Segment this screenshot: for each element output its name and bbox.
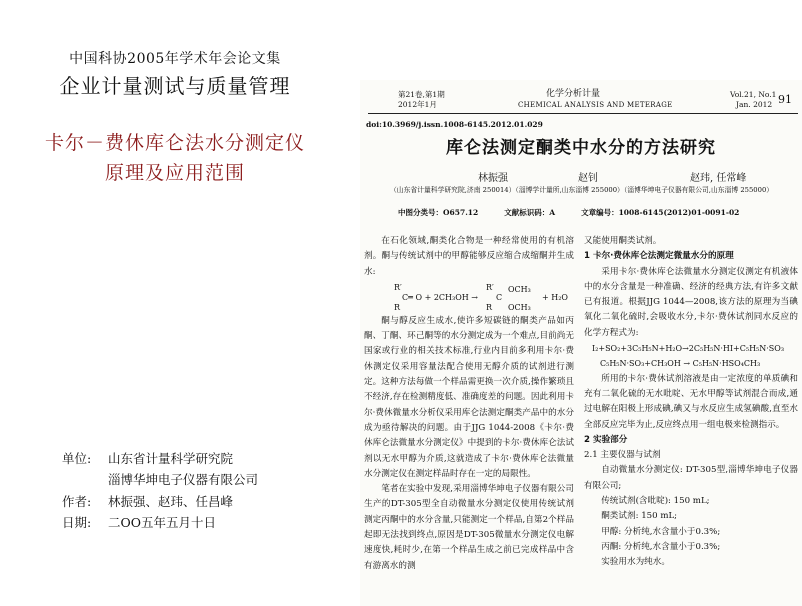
header-volume: 第21卷,第1期 [398,90,445,99]
conference-name: 中国科协2005年学术年会论文集 [69,51,281,67]
date: 二OO五年五月十日 [108,515,216,530]
page-number: 91 [778,93,792,106]
slide-cover-panel [0,0,350,606]
header-date: 2012年1月 [398,100,437,109]
class-number: 中图分类号：O657.12 [398,208,479,217]
chem-r: R [394,302,401,312]
left-paragraph-1: 在石化领域,酮类化合物是一种经常使用的有机溶剂。酮与传统试剂中的甲醇能够反应缩合成缩酮并生成水: [364,236,574,277]
unit-row-2 [62,470,258,488]
paper-author-3: 赵玮, 任常峰 [690,173,747,184]
reagent-item-1: 自动微量水分测定仪: DT-305型,淄博华坤电子仪器有限公司; [584,465,798,491]
header-volume-en: Vol.21, No.1 [730,90,777,99]
chem-water: + H₂O [542,292,568,302]
left-paragraph-2: 酮与醇反应生成水,使许多短碳链的酮类产品如丙酮、丁酮、环己酮等的水分测定成为一个难点,目前尚无国家或行业的相关技术标准,行业内目前多利用卡尔·费休测定仪采用容量法配合使用无醇介质的试剂进行测定。这种方法每做一个样品需更换一次介质,操作繁琐且不经济,存在检测精度低、准确度差的问题。因此利用卡尔·费休微量水分析仪采用库仑法测定酮类产品中的水分成为亟待解决的问题。由于JJG 1044-2008《卡尔·费休库仑法微量水分测定仪》中提到的卡尔·费休库仑法试剂以无水甲醇为介质,这就造成了卡尔·费休库仑法微量水分测定仪在测定样品时存在一定的局限性。 [364,315,574,479]
chem-r-2: R [486,302,493,312]
header-journal-en: CHEMICAL ANALYSIS AND METERAGE [518,101,673,109]
equation-2: C₅H₅N·SO₃+CH₃OH → C₅H₅N·HSO₄CH₃ [600,359,761,369]
topic-title-line1: 卡尔－费休库仑法水分测定仪 [44,132,305,154]
main-title: 企业计量测试与质量管理 [59,74,291,98]
affiliations: （山东省计量科学研究院,济南 250014）（淄博学计量所,山东淄博 255000）（淄博华坤电子仪器有限公司,山东淄博 255000） [390,186,774,194]
author-label: 作者: [62,494,92,509]
paper-author-1: 林振强 [478,173,508,184]
chem-carbon: C [496,292,503,302]
chem-r-prime: R′ [394,282,402,292]
unit-row [62,449,233,467]
article-number: 文章编号：1008-6145(2012)01-0091-02 [581,208,740,217]
paper-title: 库仑法测定酮类中水分的方法研究 [446,138,716,158]
chemical-equation [364,280,574,314]
authors: 林振强、赵玮、任昌峰 [108,494,234,509]
document-code: 文献标识码：A [504,208,556,217]
right-paragraph-1: 采用卡尔·费休库仑法微量水分测定仪测定有机液体中的水分含量是一种准确、经济的经典方法,有许多文献已有报道。根据JJG 1044—2008,该方法的原理为当碘氧化二氧化硫时,会吸收水分,卡尔·费休试剂同水反应的化学方程式为: [584,266,798,338]
chem-och3-bottom: OCH₃ [508,302,531,312]
date-row [62,513,216,531]
paper-scan [360,80,802,606]
unit-1: 山东省计量科学研究院 [108,451,234,466]
paper-author-2: 赵钊 [578,173,598,184]
reagent-item-3: 酮类试剂: 150 mL; [601,511,678,522]
section-heading-2: 2 实验部分 [584,434,628,445]
chem-ketone-methanol: C═ O + 2CH₃OH → [402,292,479,302]
header-journal-cn: 化学分析计量 [546,89,601,99]
reagent-item-6: 实验用水为纯水。 [601,557,670,568]
classification-line [398,208,765,219]
left-paragraph-3: 笔者在实验中发现,采用淄博华坤电子仪器有限公司生产的DT-305型全自动微量水分测定仪使用传统试剂测定丙酮中的水分含量,只能测定一个样品,自第2个样品起即无法找到终点,原因是DT-305微量水分测定仪电解速度快,耗时少,在第一个样品生成之前已完成样品中含有游离水的测 [364,484,574,571]
reagent-item-2: 传统试剂(含吡啶): 150 mL; [601,496,710,507]
doi: doi:10.3969/j.issn.1008-6145.2012.01.029 [366,120,543,129]
unit-label: 单位: [62,451,92,466]
date-label: 日期: [62,515,92,530]
chem-och3-top: OCH₃ [508,284,531,294]
right-paragraph-0: 又能使用酮类试剂。 [584,236,662,246]
section-heading-1: 1 卡尔·费休库仑法测定微量水分的原理 [584,251,734,262]
header-date-en: Jan. 2012 [736,100,773,109]
right-paragraph-2: 所用的卡尔·费休试剂溶液是由一定浓度的单质碘和充有二氧化硫的无水吡啶、无水甲醇等试剂混合而成,通过电解在阳极上形成碘,碘又与水反应生成氢碘酸,直至水全部反应完毕为止,反应终点用一组电极来检测指示。 [584,373,798,430]
reagent-item-5: 丙酮: 分析纯,水含量小于0.3%; [601,541,721,552]
journal-header [368,88,798,114]
unit-2: 淄博华坤电子仪器有限公司 [108,472,259,487]
subsection-heading-2-1: 2.1 主要仪器与试剂 [584,450,661,461]
chem-r-prime-2: R′ [486,282,494,292]
reagent-item-4: 甲醇: 分析纯,水含量小于0.3%; [601,526,721,537]
equation-1: I₂+SO₂+3C₅H₅N+H₂O→2C₅H₅N·HI+C₅H₅N·SO₃ [592,344,785,354]
topic-title-line2: 原理及应用范围 [104,162,245,184]
right-column [584,234,798,571]
author-row [62,492,233,510]
left-column [364,234,574,574]
